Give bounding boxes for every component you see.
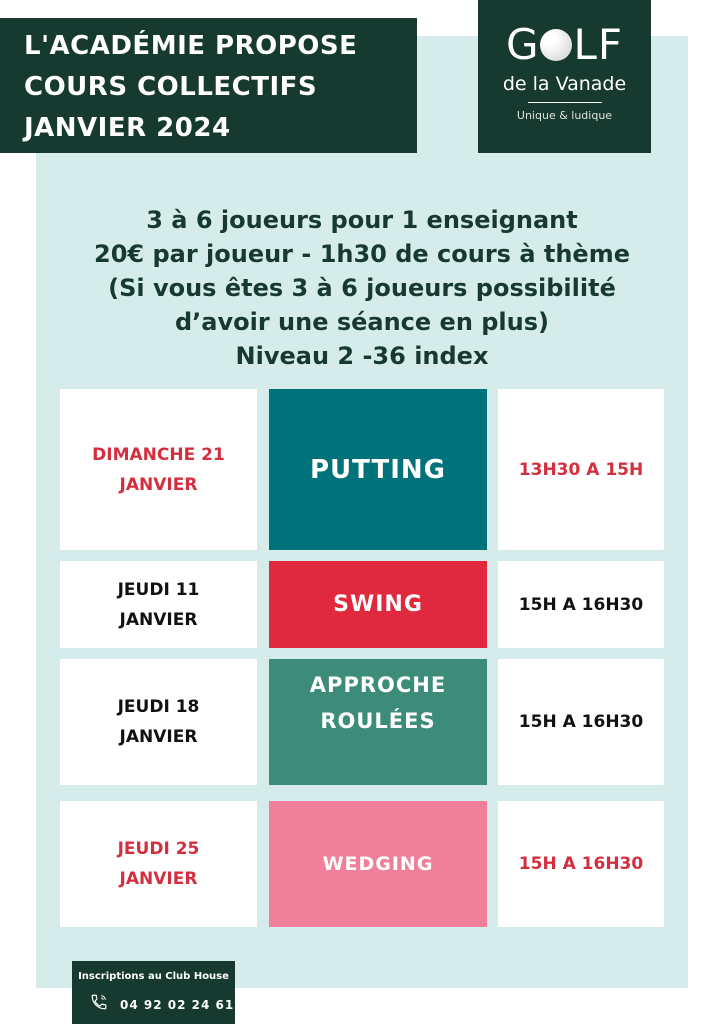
session-theme bbox=[269, 389, 487, 550]
info-line: 20€ par joueur - 1h30 de cours à thème bbox=[94, 240, 630, 268]
session-date-line: JANVIER bbox=[119, 474, 198, 495]
info-line: 3 à 6 joueurs pour 1 enseignant bbox=[146, 206, 578, 234]
session-theme bbox=[269, 561, 487, 648]
session-theme-label: PUTTING bbox=[309, 454, 446, 485]
session-date-line: JEUDI 11 bbox=[117, 579, 200, 600]
session-theme-label: WEDGING bbox=[322, 853, 434, 875]
session-row bbox=[0, 801, 724, 927]
title-line-3: JANVIER 2024 bbox=[24, 113, 231, 143]
session-date bbox=[60, 801, 257, 927]
golf-ball-icon bbox=[540, 29, 572, 61]
session-date-line: DIMANCHE 21 bbox=[92, 444, 225, 465]
session-time: 13H30 A 15H bbox=[498, 389, 664, 550]
session-time: 15H A 16H30 bbox=[498, 801, 664, 927]
session-theme-label: APPROCHE bbox=[309, 673, 447, 697]
logo-subtitle: de la Vanade bbox=[502, 73, 627, 95]
logo-wordmark bbox=[478, 22, 651, 68]
session-date-line: JANVIER bbox=[119, 727, 198, 747]
course-info bbox=[36, 203, 688, 373]
logo bbox=[478, 0, 651, 153]
phone-icon bbox=[90, 993, 108, 1011]
logo-letter-g: G bbox=[505, 20, 540, 69]
session-theme bbox=[269, 801, 487, 927]
session-row bbox=[0, 561, 724, 648]
logo-tagline: Unique & ludique bbox=[516, 109, 613, 122]
session-theme bbox=[269, 659, 487, 785]
session-date bbox=[60, 561, 257, 648]
logo-divider bbox=[528, 102, 602, 103]
title-line-2: COURS COLLECTIFS bbox=[24, 72, 318, 102]
session-date bbox=[60, 659, 257, 785]
session-row bbox=[0, 659, 724, 785]
phone-number[interactable]: 04 92 02 24 61 bbox=[120, 998, 235, 1012]
session-theme-label: ROULÉES bbox=[320, 709, 436, 733]
session-theme-label: SWING bbox=[333, 592, 423, 617]
info-line: Niveau 2 -36 index bbox=[235, 342, 489, 370]
session-date bbox=[60, 389, 257, 550]
title-box bbox=[0, 18, 417, 153]
registration-footer bbox=[72, 961, 235, 1024]
session-date-line: JEUDI 25 bbox=[117, 839, 200, 859]
session-date-line: JANVIER bbox=[119, 869, 198, 889]
title-line-1: L'ACADÉMIE PROPOSE bbox=[24, 31, 358, 61]
registration-title: Inscriptions au Club House bbox=[78, 971, 229, 982]
session-time: 15H A 16H30 bbox=[498, 659, 664, 785]
session-date-line: JEUDI 18 bbox=[117, 697, 200, 717]
info-line: (Si vous êtes 3 à 6 joueurs possibilité bbox=[108, 274, 616, 302]
session-time: 15H A 16H30 bbox=[498, 561, 664, 648]
info-line: d’avoir une séance en plus) bbox=[174, 308, 549, 336]
session-row bbox=[0, 389, 724, 550]
logo-letters-lf: LF bbox=[573, 20, 624, 69]
session-date-line: JANVIER bbox=[119, 609, 198, 630]
